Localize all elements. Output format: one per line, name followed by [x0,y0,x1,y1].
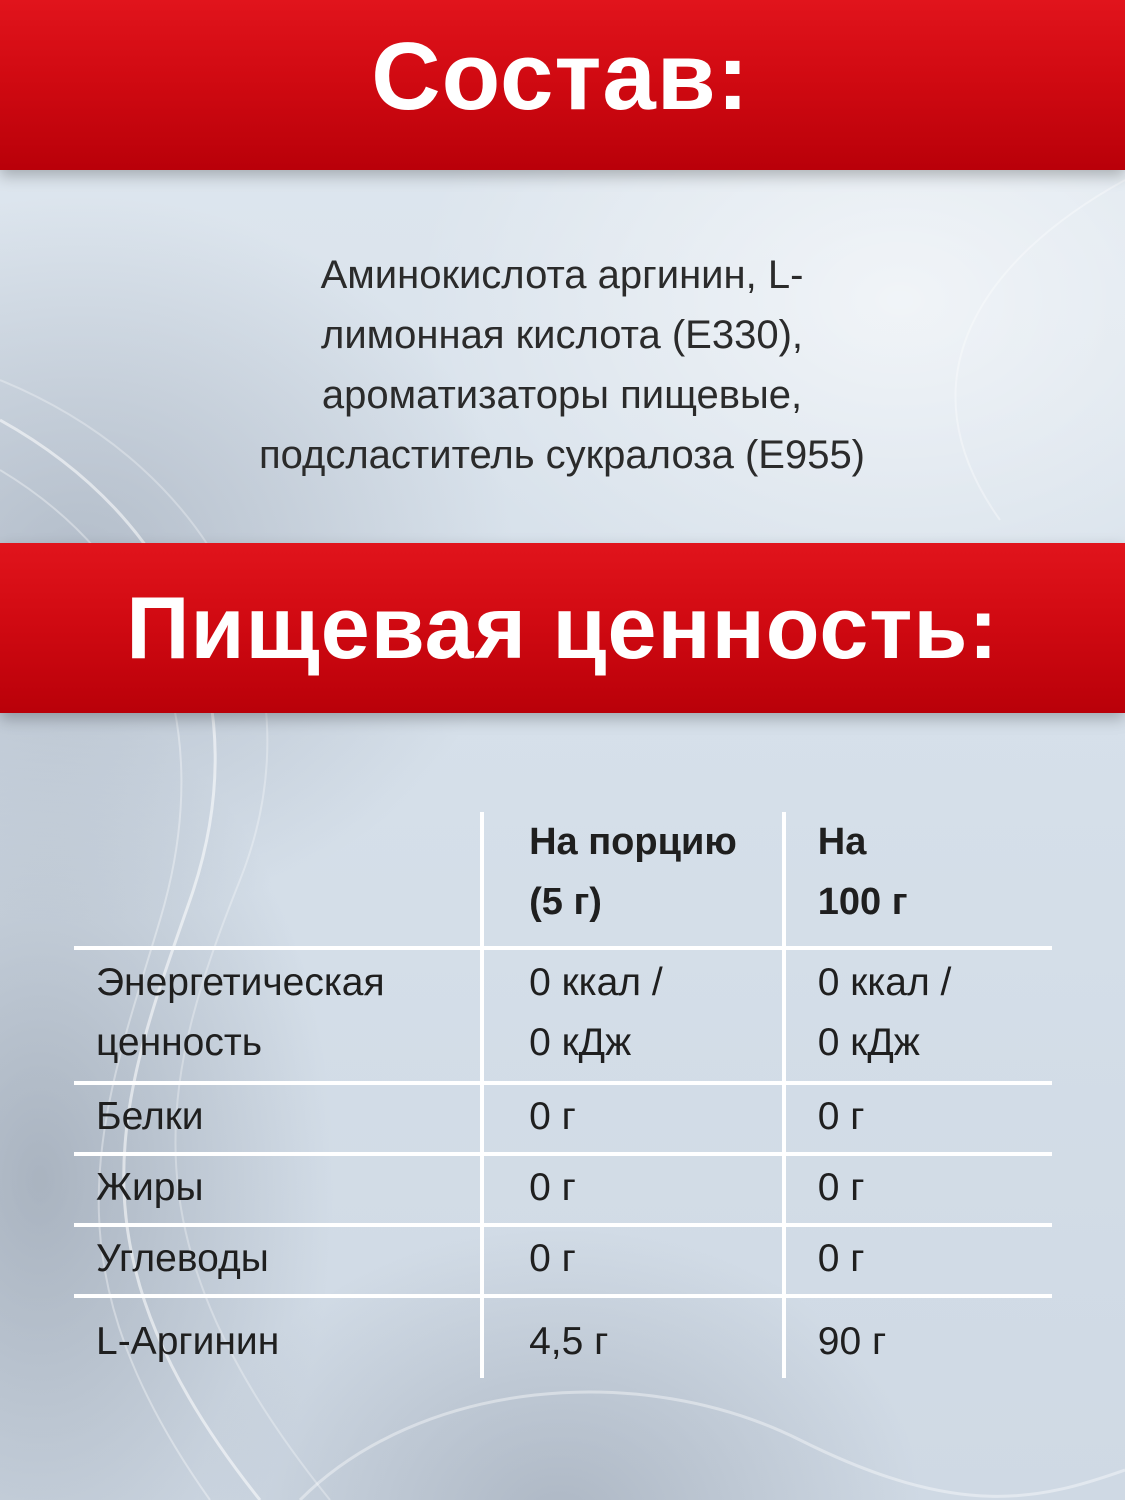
row-per-serving: 0 г [482,1083,784,1154]
header-per-serving [482,812,784,948]
table-row-fat [74,1154,1052,1225]
composition-banner [0,0,1125,170]
ingredients-line: Аминокислота аргинин, L- [320,253,804,297]
row-per-100 [784,948,1052,1083]
table-row-protein [74,1083,1052,1154]
row-per-100: 0 г [784,1154,1052,1225]
ingredients-line: ароматизаторы пищевые, [321,373,803,417]
table-row-arginine [74,1296,1052,1378]
header-per-serving-line: (5 г) [529,881,602,923]
header-per-100-line: На [817,821,867,863]
row-per-100: 90 г [784,1296,1052,1378]
row-label-line: Энергетическая [96,961,385,1004]
row-per-serving: 4,5 г [482,1296,784,1378]
nutrition-banner [0,543,1125,713]
header-per-serving-line: На порцию [529,821,737,863]
ingredients-text [112,245,1012,485]
row-per-100: 0 г [784,1083,1052,1154]
row-value-line: 0 кДж [529,1021,632,1064]
row-label: Углеводы [74,1225,482,1296]
nutrition-table [74,812,1052,1378]
row-per-serving: 0 г [482,1154,784,1225]
row-label: Белки [74,1083,482,1154]
row-label [74,948,482,1083]
row-value-line: 0 кДж [817,1021,920,1064]
row-value-line: 0 ккал / [529,961,663,1004]
row-label: Жиры [74,1154,482,1225]
table-header-row [74,812,1052,948]
header-per-100-line: 100 г [817,881,908,923]
row-per-100: 0 г [784,1225,1052,1296]
composition-heading: Состав: [371,23,750,130]
row-value-line: 0 ккал / [817,961,952,1004]
nutrition-heading: Пищевая ценность: [126,578,999,677]
row-per-serving [482,948,784,1083]
table-row-energy [74,948,1052,1083]
ingredients-line: подсластитель сукралоза (Е955) [258,433,866,477]
row-label-line: ценность [96,1021,263,1064]
header-empty-cell [74,812,482,948]
row-per-serving: 0 г [482,1225,784,1296]
header-per-100 [784,812,1052,948]
table-row-carbs [74,1225,1052,1296]
ingredients-line: лимонная кислота (Е330), [320,313,804,357]
row-label: L-Аргинин [74,1296,482,1378]
